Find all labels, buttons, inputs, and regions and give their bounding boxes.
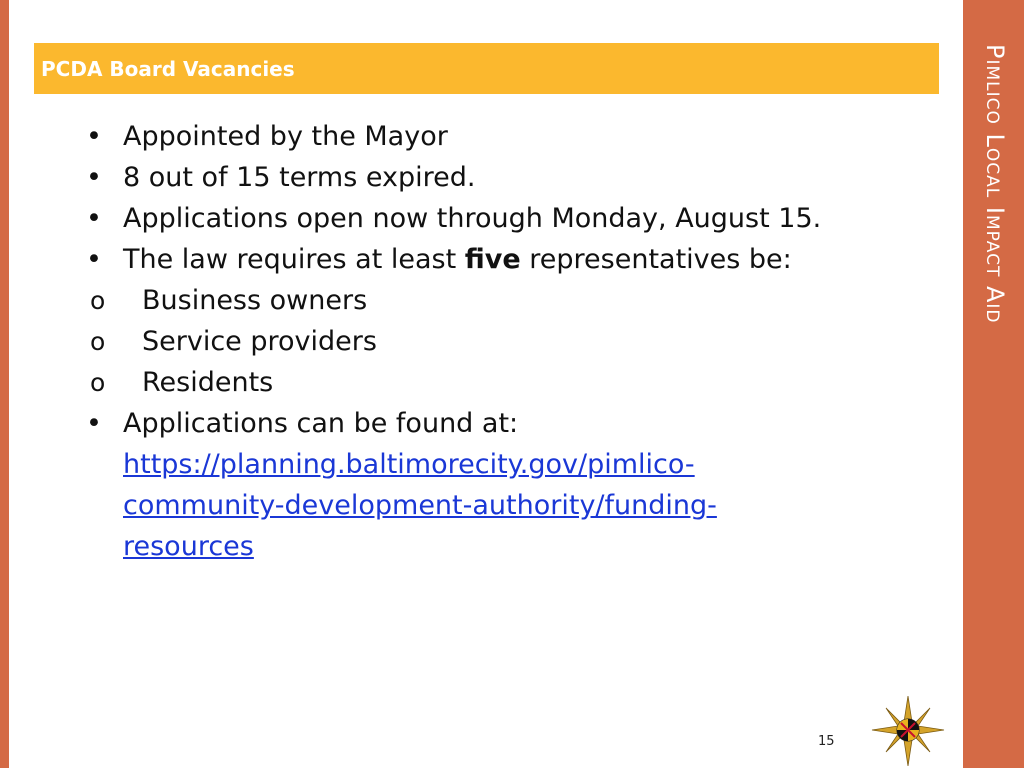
slide-header <box>34 43 939 94</box>
left-accent-bar <box>0 0 9 768</box>
link-line: community-development-authority/funding- <box>123 490 717 521</box>
text-segment: The law requires at least <box>123 244 465 275</box>
page-number: 15 <box>818 734 835 749</box>
sub-list-item <box>86 362 946 403</box>
sub-bullet-text: Residents <box>142 367 274 398</box>
bullet-marker: • <box>86 121 102 152</box>
list-item <box>86 198 946 239</box>
list-item <box>86 239 946 280</box>
bullet-marker: • <box>86 203 102 234</box>
sub-bullet-marker: o <box>90 368 106 397</box>
sub-bullet-marker: o <box>90 286 106 315</box>
bullet-marker: • <box>86 408 102 439</box>
bullet-text: 8 out of 15 terms expired. <box>123 162 476 193</box>
bullet-marker: • <box>86 162 102 193</box>
bullet-text: Applications can be found at: <box>123 408 519 439</box>
sub-list-item <box>86 321 946 362</box>
list-item <box>86 157 946 198</box>
bullet-list <box>86 116 946 567</box>
sub-list-item <box>86 280 946 321</box>
sub-bullet-text: Service providers <box>142 326 377 357</box>
list-item <box>86 403 946 444</box>
link-row <box>86 444 946 567</box>
link-line: https://planning.baltimorecity.gov/pimlico- <box>123 449 695 480</box>
emphasis-text: five <box>464 244 521 275</box>
list-item <box>86 116 946 157</box>
applications-link[interactable] <box>123 444 823 567</box>
bullet-text: Applications open now through Monday, August 15. <box>123 203 822 234</box>
bullet-text <box>123 239 792 280</box>
bullet-marker: • <box>86 244 102 275</box>
link-line: resources <box>123 531 254 562</box>
bullet-text: Appointed by the Mayor <box>123 121 448 152</box>
sub-bullet-marker: o <box>90 327 106 356</box>
slide-title: PCDA Board Vacancies <box>41 57 295 81</box>
sub-bullet-text: Business owners <box>142 285 368 316</box>
compass-star-maryland-icon <box>870 694 946 768</box>
sidebar-title: Pimlico Local Impact Aid <box>981 44 1009 324</box>
text-segment: representatives be: <box>520 244 792 275</box>
